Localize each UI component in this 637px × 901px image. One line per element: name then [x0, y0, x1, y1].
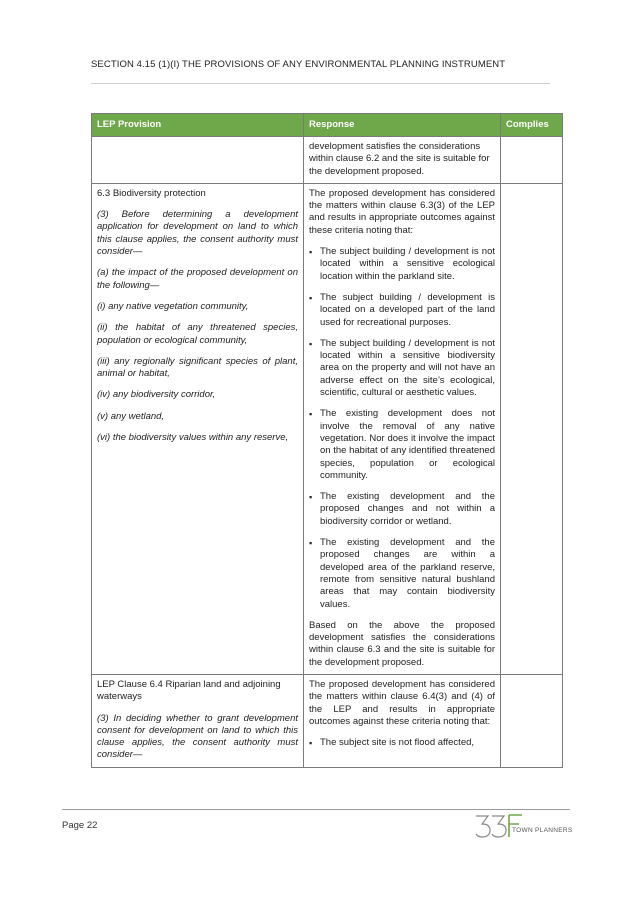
response-intro: The proposed development has considered the matters within clause 6.3(3) of the LEP and results in appropriate outcomes against these criteria noting that:	[309, 187, 495, 236]
provision-cell	[92, 674, 304, 767]
logo-text: TOWN PLANNERS	[512, 827, 573, 834]
list-item: ▪ The existing development and the proposed changes and not within a biodiversity corridor or wetland.	[309, 491, 495, 528]
response-intro: The proposed development has considered the matters within clause 6.4(3) and (4) of the LEP and results in appropriate outcomes against these criteria noting that:	[309, 678, 495, 727]
table-header-row	[92, 114, 563, 137]
response-cell	[304, 137, 501, 184]
list-item: ▪ The subject building / development is not located within a sensitive ecological location within the parkland site.	[309, 246, 495, 283]
footer-divider	[62, 809, 570, 810]
column-header-response: Response	[304, 114, 501, 137]
provision-clause: (3) Before determining a development application for development on land to which this clause applies, the consent authority must consider—	[97, 209, 298, 258]
column-header-complies: Complies	[501, 114, 563, 137]
section-title: SECTION 4.15 (1)(I) THE PROVISIONS OF ANY ENVIRONMENTAL PLANNING INSTRUMENT	[91, 59, 506, 70]
provision-cell	[92, 183, 304, 674]
list-item: ▪ The existing development does not involve the removal of any native vegetation. Nor does it involve the impact on the habitat of any identified threatened species, population or ecological community.	[309, 408, 495, 482]
table-row	[92, 137, 563, 184]
provision-clause: (i) any native vegetation community,	[97, 300, 249, 312]
lep-provisions-table	[91, 113, 563, 768]
list-item: ▪ The subject site is not flood affected,	[309, 737, 495, 749]
response-conclusion: Based on the above the proposed development satisfies the considerations within clause 6.3 and the site is suitable for the development proposed.	[309, 619, 495, 668]
provision-heading: LEP Clause 6.4 Riparian land and adjoining waterways	[97, 678, 281, 703]
response-cell	[304, 674, 501, 767]
provision-heading: 6.3 Biodiversity protection	[97, 187, 206, 199]
table-row	[92, 183, 563, 674]
provision-clause: (iii) any regionally significant species of plant, animal or habitat,	[97, 355, 298, 380]
response-bullet-list	[309, 737, 495, 749]
response-bullet-list	[309, 246, 495, 611]
provision-clause: (iv) any biodiversity corridor,	[97, 389, 216, 401]
table-row	[92, 674, 563, 767]
complies-cell	[501, 674, 563, 767]
provision-clause: (vi) the biodiversity values within any reserve,	[97, 432, 289, 444]
page-number: Page 22	[62, 820, 98, 831]
provision-clause: (3) In deciding whether to grant development consent for development on land to which this clause applies, the consent authority must consider—	[97, 712, 298, 761]
list-item: ▪ The subject building / development is located on a developed part of the land used for recreational purposes.	[309, 292, 495, 329]
header-divider	[91, 83, 550, 84]
list-item: ▪ The subject building / development is not located within a sensitive biodiversity area on the property and will not have an adverse effect on the site’s ecological, scientific, cultural or aesthetic values.	[309, 338, 495, 399]
provision-clause: (ii) the habitat of any threatened species, population or ecological community,	[97, 322, 298, 346]
provision-cell	[92, 137, 304, 184]
company-logo	[474, 813, 573, 839]
list-item: ▪ The existing development and the proposed changes are within a developed area of the parkland reserve, remote from sensitive natural bushland areas that may contain biodiversity values.	[309, 537, 495, 611]
column-header-provision: LEP Provision	[92, 114, 304, 137]
provision-clause: (a) the impact of the proposed development on the following—	[97, 267, 298, 291]
response-text: development satisfies the considerations within clause 6.2 and the site is suitable for the development proposed.	[309, 141, 490, 177]
complies-cell	[501, 183, 563, 674]
response-cell	[304, 183, 501, 674]
provision-clause: (v) any wetland,	[97, 410, 165, 422]
complies-cell	[501, 137, 563, 184]
